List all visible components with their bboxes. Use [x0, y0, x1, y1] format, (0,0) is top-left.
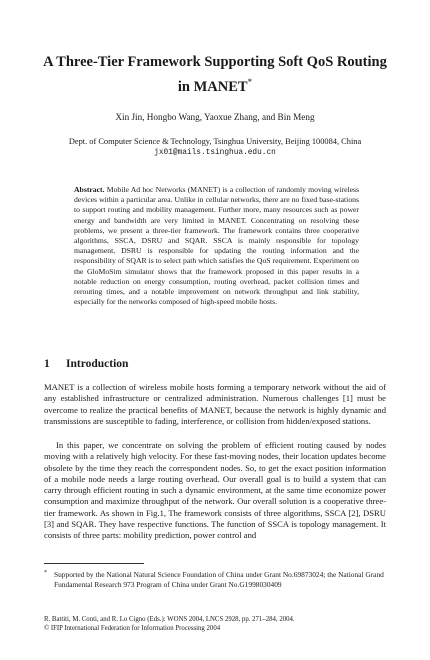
abstract-label: Abstract. — [74, 185, 105, 194]
abstract — [74, 185, 359, 307]
footnote — [44, 570, 386, 589]
footnote-mark: * — [44, 570, 47, 576]
author-email: jx01@mails.tsinghua.edu.cn — [154, 149, 276, 157]
authors: Xin Jin, Hongbo Wang, Yaoxue Zhang, and Bin Meng — [115, 112, 315, 122]
title-footnote-mark: * — [247, 77, 253, 87]
footnote-text: Supported by the National Natural Science Foundation of China under Grant No.69873024; the National Grand Fundamental Research 973 Program of China under Grant No.G1998030409 — [54, 570, 384, 589]
title-line-1: A Three-Tier Framework Supporting Soft QoS Routing — [43, 54, 387, 70]
abstract-text: Mobile Ad hoc Networks (MANET) is a collection of randomly moving wireless devices within a particular area. Unlike in cellular networks, there are no fixed base-stations to support routing and mobility management. Further more, many resources such as power energy and bandwidth are very limited in MANET. Concentrating on resolving these problems, we present a three-tier framework. The framework contains three cooperative algorithms, SSCA, DSRU and SQAR. SSCA is mainly responsible for topology management, DSRU is responsible for updating the routing information and the responsibility of SQAR is to select path which satisfies the QoS requirement. Experiment on the GloMoSim simulator shows that the framework proposed in this paper results in a notable reduction on energy consumption, routing overhead, packet collision times and rerouting times, and a notable improvement on network throughput and link stability, especially for the networks composed of high-speed mobile hosts. — [74, 185, 360, 307]
paper-title — [20, 52, 410, 97]
intro-paragraph-1: MANET is a collection of wireless mobile hosts forming a temporary network without the aid of any established infrastructure or centralized administration. Numerous challenges [1] must be overcome to realize the practical benefits of MANET, because the network is highly dynamic and transmissions are susceptible to fading, interference, or collision from hidden/exposed stations. — [44, 382, 386, 426]
publication-citation — [44, 615, 386, 633]
intro-paragraph-2: In this paper, we concentrate on solving the problem of efficient routing caused by nodes moving with a relatively high velocity. For these fast-moving nodes, their location updates become obsolete by the time they reach the correspondent nodes. So, to get the exact position information of a mobile node needs a large routing overhead. Our overall goal is to build a system that can carry through efficient routing in such a dynamic environment, at the same time economize power consumption and maximize throughput of the network. Our overall solution is a cooperative three-tier framework. As shown in Fig.1, The framework consists of three algorithms, SSCA [2], DSRU [3] and SQAR. They have respective functions. The function of SSCA is topology management. It consists of three parts: mobility prediction, power control and — [44, 440, 386, 541]
affiliation: Dept. of Computer Science & Technology, Tsinghua University, Beijing 100084, China — [68, 137, 362, 146]
citation-line-1: R. Battiti, M. Conti, and R. Lo Cigno (Eds.): WONS 2004, LNCS 2928, pp. 271–284, 2004. — [44, 616, 295, 623]
citation-line-2: © IFIP International Federation for Information Processing 2004 — [44, 625, 221, 632]
section-title: Introduction — [66, 358, 129, 370]
title-line-2: in MANET — [177, 78, 248, 95]
footnote-rule — [44, 563, 144, 564]
section-number: 1 — [44, 358, 50, 370]
